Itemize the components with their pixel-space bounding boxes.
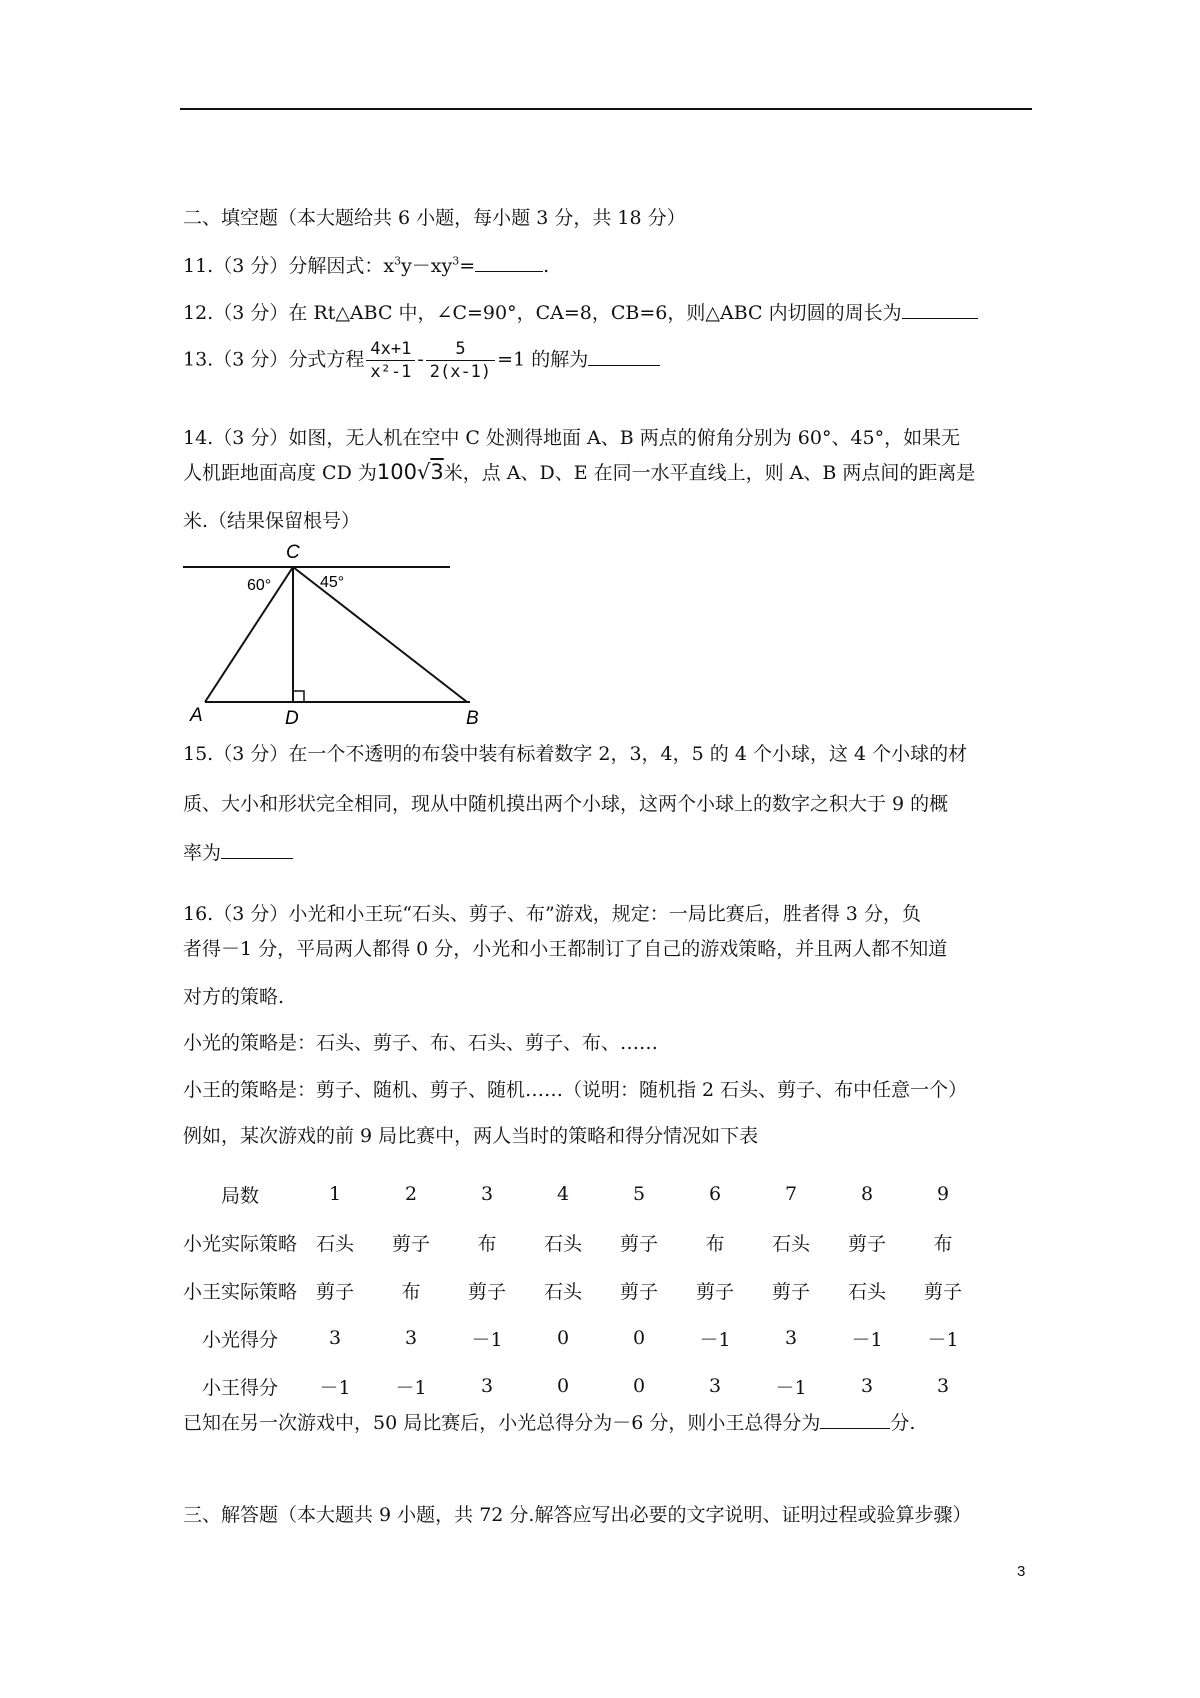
table-cell: 布 [705, 1232, 725, 1255]
row-label: 局数 [221, 1184, 260, 1207]
question-13: 13.（3 分）分式方程 $\frac{4x+1}{\text{x²-1}}$ - $\frac{5}{2(x-1)}$ =1 的解为 [183, 338, 660, 383]
question-16-line5: 小王的策略是：剪子、随机、剪子、随机……（说明：随机指 2 石头、剪子、布中任意一个） [183, 1079, 968, 1101]
table-cell: 剪子 [772, 1280, 811, 1303]
table-cell: －1 [851, 1328, 883, 1351]
table-cell: 3 [860, 1375, 874, 1397]
answer-blank [588, 345, 660, 366]
question-16-line4: 小光的策略是：石头、剪子、布、石头、剪子、布、…… [183, 1032, 659, 1054]
table-cell: 布 [477, 1232, 497, 1255]
table-cell: 0 [556, 1375, 570, 1397]
table-cell: 石头 [544, 1280, 583, 1303]
answer-blank [902, 298, 978, 319]
answer-blank [820, 1408, 890, 1429]
table-cell: 3 [936, 1375, 950, 1397]
table-cell: 3 [784, 1327, 798, 1349]
table-row [183, 1218, 981, 1266]
table-row [183, 1314, 981, 1362]
row-label: 小王实际策略 [183, 1280, 298, 1303]
right-angle-mark [293, 691, 304, 702]
table-cell: 剪子 [696, 1280, 735, 1303]
table-cell: 布 [401, 1280, 421, 1303]
table-cell: －1 [319, 1376, 351, 1399]
question-16-line2: 者得－1 分，平局两人都得 0 分，小光和小王都制订了自己的游戏策略，并且两人都不知道 [183, 938, 948, 960]
table-row [183, 1170, 981, 1218]
question-15-line1: 15.（3 分）在一个不透明的布袋中装有标着数字 2，3，4，5 的 4 个小球，这 4 个小球的材 [183, 743, 968, 765]
table-cell: 7 [784, 1183, 798, 1205]
table-cell: 6 [708, 1183, 722, 1205]
section3-heading: 三、解答题（本大题共 9 小题，共 72 分.解答应写出必要的文字说明、证明过程或验算步骤） [183, 1504, 972, 1526]
row-label: 小光实际策略 [183, 1232, 298, 1255]
row-label: 小光得分 [202, 1328, 279, 1351]
table-cell: 剪子 [392, 1232, 431, 1255]
table-cell: 4 [556, 1183, 570, 1205]
table-row [183, 1362, 981, 1410]
table-cell: 3 [480, 1375, 494, 1397]
table-cell: 石头 [848, 1280, 887, 1303]
question-16-final: 已知在另一次游戏中，50 局比赛后，小光总得分为－6 分，则小王总得分为 分. [183, 1408, 915, 1437]
table-cell: 剪子 [316, 1280, 355, 1303]
angle-45: 45° [320, 574, 345, 591]
table-cell: －1 [775, 1376, 807, 1399]
label-a: A [190, 705, 203, 726]
label-d: D [285, 708, 299, 729]
question-16-line6: 例如，某次游戏的前 9 局比赛中，两人当时的策略和得分情况如下表 [183, 1125, 759, 1147]
score-table [183, 1170, 981, 1410]
table-cell: 布 [933, 1232, 953, 1255]
table-cell: 剪子 [924, 1280, 963, 1303]
fraction-1: $\frac{4x+1}{\text{x²-1}}$ [366, 338, 415, 383]
section2-heading: 二、填空题（本大题给共 6 小题，每小题 3 分，共 18 分） [183, 207, 686, 229]
angle-60: 60° [247, 577, 272, 594]
table-cell: 石头 [544, 1232, 583, 1255]
question-14-line3: 米.（结果保留根号） [183, 510, 361, 532]
table-cell: 3 [480, 1183, 494, 1205]
answer-blank [475, 251, 543, 272]
label-c: C [286, 542, 300, 563]
table-cell: 0 [556, 1327, 570, 1349]
table-cell: 5 [632, 1183, 646, 1205]
table-cell: 3 [708, 1375, 722, 1397]
table-cell: －1 [471, 1328, 503, 1351]
question-14-line2: 人机距地面高度 CD 为100√3米，点 A、D、E 在同一水平直线上，则 A、B 两点间的距离是 [183, 460, 976, 484]
fraction-2: $\frac{5}{2(x-1)}$ [426, 338, 495, 383]
table-cell: 9 [936, 1183, 950, 1205]
row-label: 小王得分 [202, 1376, 279, 1399]
question-16-line1: 16.（3 分）小光和小王玩“石头、剪子、布”游戏，规定：一局比赛后，胜者得 3 分，负 [183, 903, 921, 925]
table-cell: 0 [632, 1327, 646, 1349]
answer-blank [221, 838, 293, 859]
table-cell: 1 [328, 1183, 342, 1205]
table-cell: 石头 [772, 1232, 811, 1255]
table-cell: 3 [404, 1327, 418, 1349]
table-cell: －1 [395, 1376, 427, 1399]
drone-figure [180, 540, 500, 730]
table-cell: 剪子 [620, 1280, 659, 1303]
label-b: B [466, 708, 479, 729]
page-number: 3 [1017, 1563, 1026, 1580]
table-cell: －1 [927, 1328, 959, 1351]
header-rule [180, 108, 1032, 110]
table-row [183, 1266, 981, 1314]
question-11: 11.（3 分）分解因式：$x^3y-xy^3=$ . [183, 251, 549, 280]
table-cell: 石头 [316, 1232, 355, 1255]
sqrt-expression: 100√3 [376, 460, 444, 484]
table-cell: 2 [404, 1183, 418, 1205]
question-15-line2: 质、大小和形状完全相同，现从中随机摸出两个小球，这两个小球上的数字之积大于 9 的概 [183, 793, 949, 815]
table-cell: 0 [632, 1375, 646, 1397]
question-12: 12.（3 分）在 Rt△ABC 中，∠C=90°，CA=8，CB=6，则△ABC 内切圆的周长为 [183, 298, 978, 327]
table-cell: 3 [328, 1327, 342, 1349]
table-cell: 8 [860, 1183, 874, 1205]
table-cell: 剪子 [468, 1280, 507, 1303]
question-15-line3: 率为 [183, 838, 293, 867]
question-14-line1: 14.（3 分）如图，无人机在空中 C 处测得地面 A、B 两点的俯角分别为 60°、45°，如果无 [183, 427, 961, 449]
table-cell: 剪子 [620, 1232, 659, 1255]
table-cell: 剪子 [848, 1232, 887, 1255]
table-cell: －1 [699, 1328, 731, 1351]
question-16-line3: 对方的策略. [183, 986, 285, 1008]
